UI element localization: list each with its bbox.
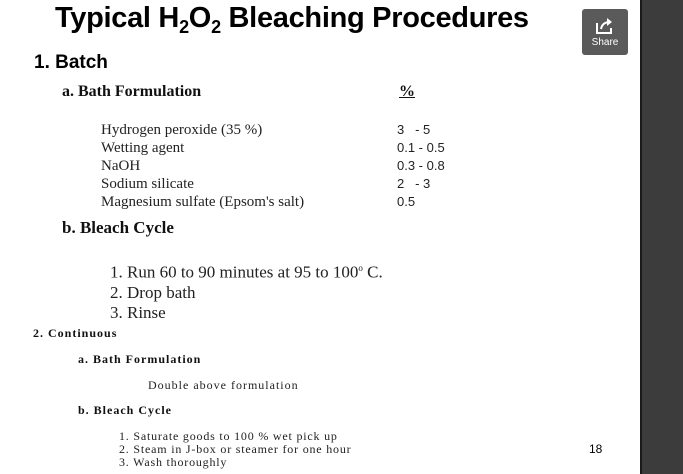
ingredient-item: Sodium silicate — [101, 176, 194, 192]
ingredient-item: Magnesium sulfate (Epsom's salt) — [101, 194, 305, 210]
percent-value: 2 - 3 — [397, 176, 431, 191]
ingredient-list — [101, 121, 304, 211]
bleach-cycle-heading: b. Bleach Cycle — [62, 218, 174, 237]
percent-values — [397, 121, 445, 211]
share-button[interactable] — [582, 9, 628, 55]
continuous-step: 2. Steam in J-box or steamer for one hour — [119, 442, 352, 456]
double-formulation-text: Double above formulation — [148, 378, 299, 392]
share-label: Share — [591, 37, 619, 48]
continuous-bath-heading: a. Bath Formulation — [78, 352, 202, 366]
cycle-step: 2. Drop bath — [110, 282, 196, 302]
slide-title: Typical $H_2O_2$ Bleaching Procedures — [55, 2, 529, 37]
section-continuous-heading: 2. Continuous — [33, 326, 118, 340]
bleach-cycle-steps — [110, 258, 383, 323]
continuous-step: 3. Wash thoroughly — [119, 455, 228, 469]
ingredient-item: Wetting agent — [101, 140, 185, 156]
share-icon — [595, 17, 615, 35]
cycle-step: 3. Rinse — [110, 302, 166, 322]
ingredient-item: NaOH — [101, 158, 141, 174]
percent-value: 0.1 - 0.5 — [397, 140, 445, 155]
ingredient-item: Hydrogen peroxide (35 %) — [101, 122, 263, 138]
viewer-side-panel — [640, 0, 683, 474]
percent-value: 0.3 - 0.8 — [397, 158, 445, 173]
percent-value: 3 - 5 — [397, 122, 431, 137]
continuous-steps — [119, 430, 351, 469]
continuous-step: 1. Saturate goods to 100 % wet pick up — [119, 429, 338, 443]
page-number: 18 — [589, 442, 603, 456]
section-batch-heading: 1. Batch — [34, 52, 108, 73]
continuous-bleach-heading: b. Bleach Cycle — [78, 403, 172, 417]
cycle-step: 1. Run 60 to 90 minutes at 95 to 100$^o$ C. — [110, 262, 383, 282]
percent-column-heading: % — [399, 83, 415, 100]
bath-formulation-heading: a. Bath Formulation — [62, 83, 202, 100]
percent-value: 0.5 — [397, 194, 416, 209]
panel-divider — [640, 0, 642, 474]
